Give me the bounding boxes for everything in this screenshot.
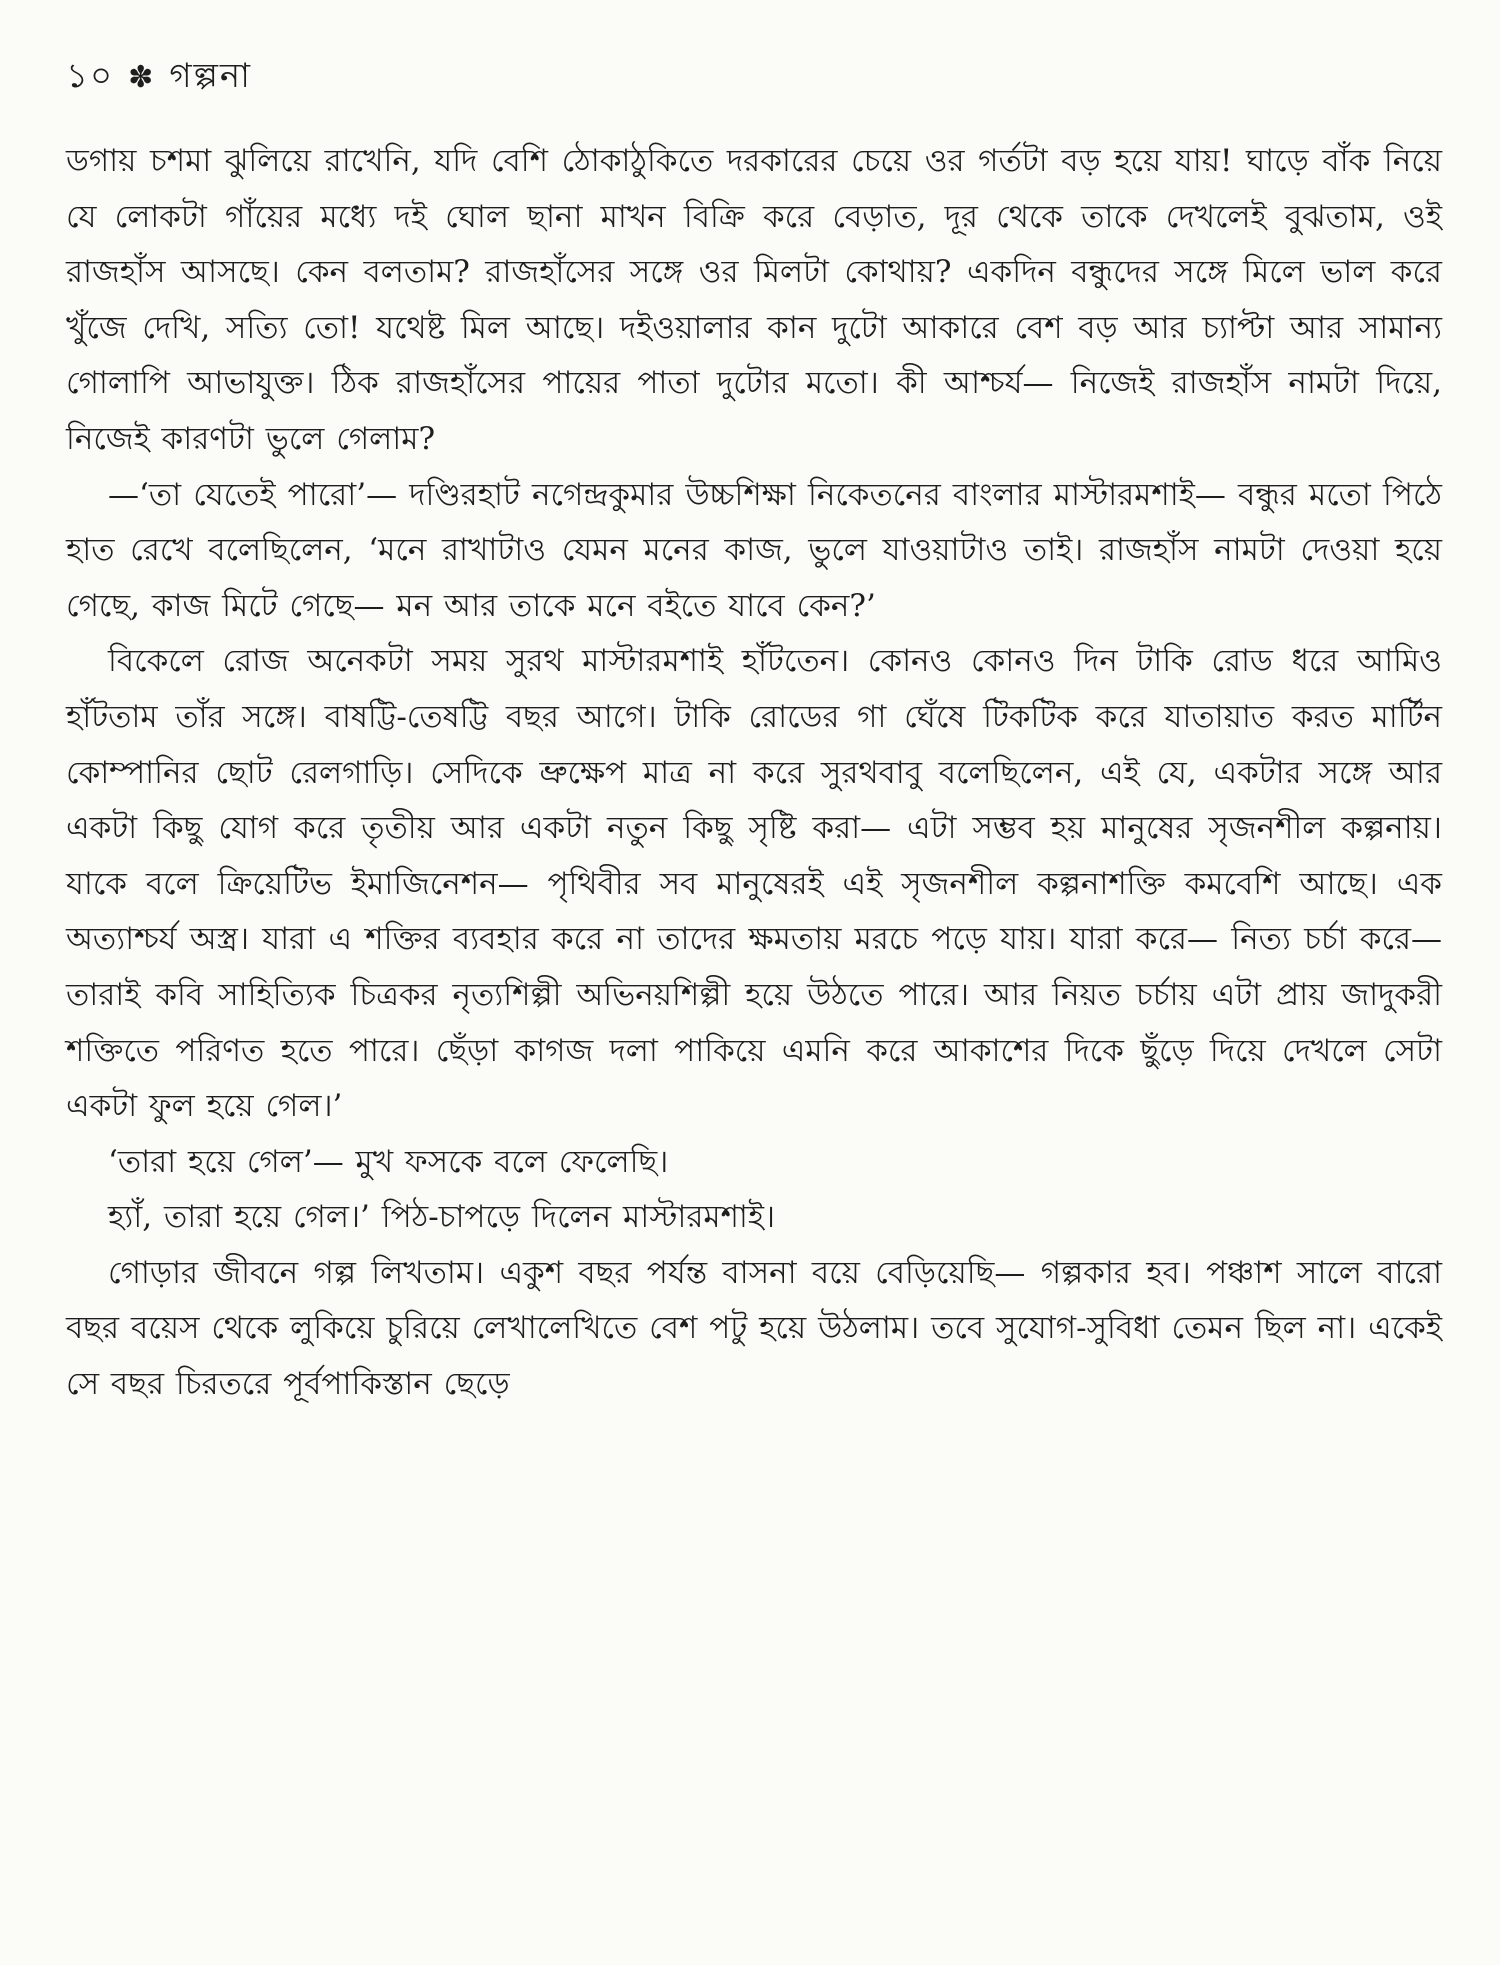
paragraph-3: বিকেলে রোজ অনেকটা সময় সুরথ মাস্টারমশাই হাঁটতেন। কোনও কোনও দিন টাকি রোড ধরে আমিও হাঁটতাম তাঁর সঙ্গে। বাষট্টি-তেষট্টি বছর আগে। টাকি রোডের গা ঘেঁষে টিকটিক করে যাতায়াত করত মার্টিন কোম্পানির ছোট রেলগাড়ি। সেদিকে ভ্রুক্ষেপ মাত্র না করে সুরথবাবু বলেছিলেন, এই যে, একটার সঙ্গে আর একটা কিছু যোগ করে তৃতীয় আর একটা নতুন কিছু সৃষ্টি করা— এটা সম্ভব হয় মানুষের সৃজনশীল কল্পনায়। যাকে বলে ক্রিয়েটিভ ইমাজিনেশন— পৃথিবীর সব মানুষেরই এই সৃজনশীল কল্পনাশক্তি কমবেশি আছে। এক অত্যাশ্চর্য অস্ত্র। যারা এ শক্তির ব্যবহার করে না তাদের ক্ষমতায় মরচে পড়ে যায়। যারা করে— নিত্য চর্চা করে— তারাই কবি সাহিত্যিক চিত্রকর নৃত্যশিল্পী অভিনয়শিল্পী হয়ে উঠতে পারে। আর নিয়ত চর্চায় এটা প্রায় জাদুকরী শক্তিতে পরিণত হতে পারে। ছেঁড়া কাগজ দলা পাকিয়ে এমনি করে আকাশের দিকে ছুঁড়ে দিয়ে দেখলে সেটা একটা ফুল হয়ে গেল।’ bbox=[66, 643, 1442, 1125]
running-title: গল্পনা bbox=[169, 55, 253, 96]
page-header bbox=[66, 52, 1442, 104]
paragraph-1: ডগায় চশমা ঝুলিয়ে রাখেনি, যদি বেশি ঠোকাঠুকিতে দরকারের চেয়ে ওর গর্তটা বড় হয়ে যায়! ঘাড়ে বাঁক নিয়ে যে লোকটা গাঁয়ের মধ্যে দই ঘোল ছানা মাখন বিক্রি করে বেড়াত, দূর থেকে তাকে দেখলেই বুঝতাম, ওই রাজহাঁস আসছে। কেন বলতাম? রাজহাঁসের সঙ্গে ওর মিলটা কোথায়? একদিন বন্ধুদের সঙ্গে মিলে ভাল করে খুঁজে দেখি, সত্যি তো! যথেষ্ট মিল আছে। দইওয়ালার কান দুটো আকারে বেশ বড় আর চ্যাপ্টা আর সামান্য গোলাপি আভাযুক্ত। ঠিক রাজহাঁসের পায়ের পাতা দুটোর মতো। কী আশ্চর্য— নিজেই রাজহাঁস নামটা দিয়ে, নিজেই কারণটা ভুলে গেলাম? bbox=[66, 143, 1442, 457]
ornament-icon: ✽ bbox=[128, 59, 156, 95]
paragraph-4: ‘তারা হয়ে গেল’— মুখ ফসকে বলে ফেলেছি। bbox=[108, 1143, 669, 1180]
page-number: ১০ bbox=[66, 55, 115, 96]
body-text bbox=[66, 134, 1442, 1413]
paragraph-2: —‘তা যেতেই পারো’— দণ্ডিরহাট নগেন্দ্রকুমার উচ্চশিক্ষা নিকেতনের বাংলার মাস্টারমশাই— বন্ধুর মতো পিঠে হাত রেখে বলেছিলেন, ‘মনে রাখাটাও যেমন মনের কাজ, ভুলে যাওয়াটাও তাই। রাজহাঁস নামটা দেওয়া হয়ে গেছে, কাজ মিটে গেছে— মন আর তাকে মনে বইতে যাবে কেন?’ bbox=[66, 476, 1442, 624]
paragraph-6: গোড়ার জীবনে গল্প লিখতাম। একুশ বছর পর্যন্ত বাসনা বয়ে বেড়িয়েছি— গল্পকার হব। পঞ্চাশ সালে বারো বছর বয়েস থেকে লুকিয়ে চুরিয়ে লেখালেখিতে বেশ পটু হয়ে উঠলাম। তবে সুযোগ-সুবিধা তেমন ছিল না। একেই সে বছর চিরতরে পূর্বপাকিস্তান ছেড়ে bbox=[66, 1254, 1442, 1403]
paragraph-5: হ্যাঁ, তারা হয়ে গেল।’ পিঠ-চাপড়ে দিলেন মাস্টারমশাই। bbox=[108, 1199, 776, 1236]
